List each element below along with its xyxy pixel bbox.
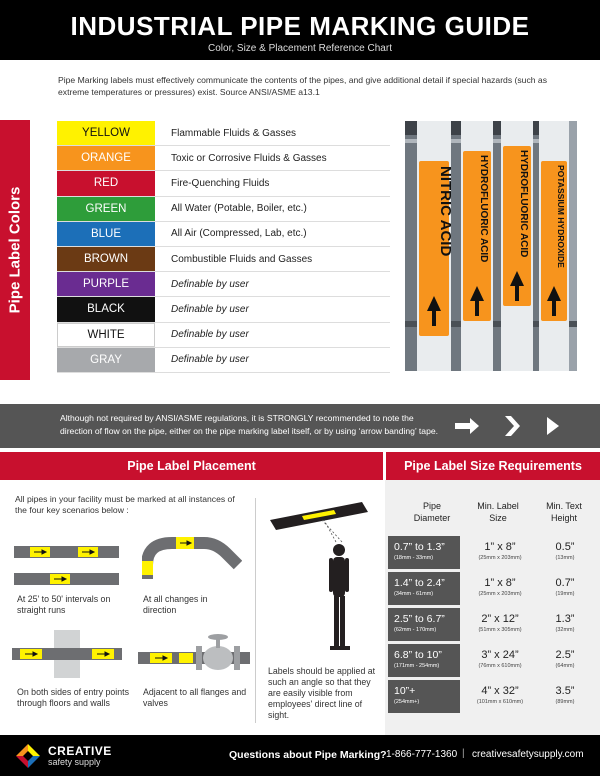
color-row	[57, 146, 390, 171]
color-row	[57, 272, 390, 297]
color-swatch: ORANGE	[57, 146, 155, 170]
brand-logo-icon	[14, 742, 42, 770]
size-panel	[385, 480, 600, 735]
caption-entry-points: On both sides of entry points through floors and walls	[17, 687, 129, 708]
size-row	[388, 536, 596, 569]
flow-direction-banner	[0, 404, 600, 448]
valve-illustration	[138, 632, 250, 677]
color-row	[57, 348, 390, 373]
color-row	[57, 222, 390, 247]
size-label-cell	[466, 608, 534, 633]
color-usage: Definable by user	[171, 354, 249, 366]
color-swatch: YELLOW	[57, 121, 155, 145]
size-diameter-cell	[388, 608, 460, 641]
color-swatch: GREEN	[57, 197, 155, 221]
pipe-photo-label: HYDROFLUORIC ACID	[478, 155, 489, 263]
text-height-mm: (32mm)	[555, 627, 575, 633]
size-header-text: Min. Text Height	[546, 501, 582, 523]
size-row	[388, 644, 596, 677]
placement-intro: All pipes in your facility must be marked at all instances of the four key scenarios below :	[15, 494, 235, 515]
size-row	[388, 572, 596, 605]
label-size-value: 3” x 24”	[481, 649, 519, 661]
text-height-value: 0.5”	[555, 541, 575, 553]
text-height-mm: (19mm)	[555, 591, 575, 597]
size-label-cell	[466, 536, 534, 561]
footer-website[interactable]: creativesafetysupply.com	[472, 749, 584, 760]
wall-entry-illustration	[12, 630, 122, 678]
diameter-mm: (18mm - 33mm)	[394, 555, 434, 561]
color-swatch: RED	[57, 171, 155, 195]
label-size-value: 4” x 32”	[481, 685, 519, 697]
label-size-mm: (101mm x 610mm)	[476, 699, 524, 705]
chevron-right-icon	[496, 411, 526, 441]
size-header-diameter: Pipe Diameter	[413, 501, 451, 523]
footer-question: Questions about Pipe Marking?	[229, 749, 387, 761]
label-size-value: 1” x 8”	[484, 541, 516, 553]
size-label-cell	[466, 572, 534, 597]
color-swatch: PURPLE	[57, 272, 155, 296]
color-usage: Definable by user	[171, 303, 249, 315]
color-usage: Definable by user	[171, 329, 249, 341]
diameter-value: 0.7” to 1.3”	[394, 541, 445, 553]
placement-panel	[0, 480, 385, 735]
color-row	[57, 297, 390, 322]
caption-straight-runs: At 25' to 50' intervals on straight runs	[17, 594, 111, 615]
line-of-sight-illustration	[262, 498, 372, 658]
side-label-text: Pipe Label Colors	[6, 186, 24, 314]
color-swatch: BLACK	[57, 297, 155, 321]
color-usage: Toxic or Corrosive Fluids & Gasses	[171, 152, 327, 164]
diameter-mm: (254mm+)	[394, 699, 420, 705]
arrow-right-icon	[452, 411, 482, 441]
color-usage: Flammable Fluids & Gasses	[171, 127, 297, 139]
page-title: INDUSTRIAL PIPE MARKING GUIDE	[70, 11, 530, 41]
size-diameter-cell	[388, 680, 460, 713]
size-text-cell	[534, 608, 596, 633]
caption-flanges-valves: Adjacent to all flanges and valves	[143, 687, 247, 708]
size-header-label: Min. Label Size	[477, 501, 519, 523]
side-label-tab	[0, 120, 30, 380]
text-height-mm: (13mm)	[555, 555, 575, 561]
size-diameter-cell	[388, 536, 460, 569]
color-row	[57, 171, 390, 196]
size-label-cell	[466, 644, 534, 669]
color-usage: Fire-Quenching Fluids	[171, 177, 270, 189]
color-row	[57, 323, 390, 348]
page-header	[0, 0, 600, 60]
footer-separator: |	[462, 748, 465, 759]
pipe-photo-illustration	[405, 121, 577, 371]
size-diameter-cell	[388, 644, 460, 677]
brand-name: CREATIVE	[48, 744, 112, 758]
placement-heading: Pipe Label Placement	[0, 452, 383, 480]
straight-run-illustration	[14, 540, 119, 590]
color-swatch: GRAY	[57, 348, 155, 372]
brand-tagline: safety supply	[48, 757, 101, 767]
diameter-value: 2.5” to 6.7”	[394, 613, 445, 625]
color-row	[57, 247, 390, 272]
intro-text: Pipe Marking labels must effectively communicate the contents of the pipes, and give additional detail if special hazards (such as extreme temperatures or pressures) exist. Source ANSI/ASME a13.1	[58, 75, 547, 97]
diameter-mm: (171mm - 254mm)	[394, 663, 440, 669]
color-usage: Combustible Fluids and Gasses	[171, 253, 313, 265]
size-text-cell	[534, 572, 596, 597]
size-heading: Pipe Label Size Requirements	[386, 452, 600, 480]
triangle-right-icon	[537, 411, 567, 441]
size-row	[388, 680, 596, 713]
label-size-mm: (25mm x 203mm)	[478, 555, 522, 561]
color-swatch: BLUE	[57, 222, 155, 246]
diameter-value: 1.4” to 2.4”	[394, 577, 445, 589]
label-size-mm: (25mm x 203mm)	[478, 591, 522, 597]
color-usage: All Water (Potable, Boiler, etc.)	[171, 203, 307, 215]
color-row	[57, 121, 390, 146]
direction-change-illustration	[142, 535, 242, 585]
text-height-value: 1.3”	[555, 613, 575, 625]
text-height-value: 3.5”	[555, 685, 575, 697]
size-label-cell	[466, 680, 534, 705]
text-height-mm: (64mm)	[555, 663, 575, 669]
size-row	[388, 608, 596, 641]
pipe-photo	[405, 121, 577, 371]
banner-text: Although not required by ANSI/ASME regulations, it is STRONGLY recommended to note the direction of flow on the pipe, either on the pipe marking label itself, or by using ‘arrow banding’ tape.	[60, 413, 439, 436]
text-height-value: 0.7”	[555, 577, 575, 589]
page-subtitle: Color, Size & Placement Reference Chart	[208, 43, 392, 54]
label-size-mm: (51mm x 305mm)	[478, 627, 522, 633]
caption-direction-change: At all changes in direction	[143, 594, 208, 615]
label-size-value: 2” x 12”	[481, 613, 519, 625]
placement-divider	[255, 498, 256, 723]
caption-line-of-sight: Labels should be applied at such an angle so that they are easily visible from employees' direct line of sight.	[268, 666, 376, 720]
pipe-photo-label: POTASSIUM HYDROXIDE	[556, 165, 566, 268]
size-diameter-cell	[388, 572, 460, 605]
color-usage: Definable by user	[171, 278, 249, 290]
color-swatch: WHITE	[57, 323, 155, 347]
pipe-photo-label: NITRIC ACID	[437, 166, 454, 257]
color-usage: All Air (Compressed, Lab, etc.)	[171, 228, 307, 240]
color-row	[57, 197, 390, 222]
pipe-photo-label: HYDROFLUORIC ACID	[518, 150, 529, 258]
text-height-mm: (89mm)	[555, 699, 575, 705]
label-size-mm: (76mm x 610mm)	[478, 663, 522, 669]
footer-phone[interactable]: 1-866-777-1360	[386, 749, 458, 760]
diameter-mm: (34mm - 61mm)	[394, 591, 434, 597]
diameter-value: 6.8” to 10”	[394, 649, 442, 661]
size-text-cell	[534, 536, 596, 561]
diameter-value: 10”+	[394, 685, 416, 697]
text-height-value: 2.5”	[555, 649, 575, 661]
size-text-cell	[534, 644, 596, 669]
color-table	[57, 121, 390, 373]
diameter-mm: (62mm - 170mm)	[394, 627, 437, 633]
size-text-cell	[534, 680, 596, 705]
color-swatch: BROWN	[57, 247, 155, 271]
label-size-value: 1” x 8”	[484, 577, 516, 589]
page-footer	[0, 735, 600, 776]
